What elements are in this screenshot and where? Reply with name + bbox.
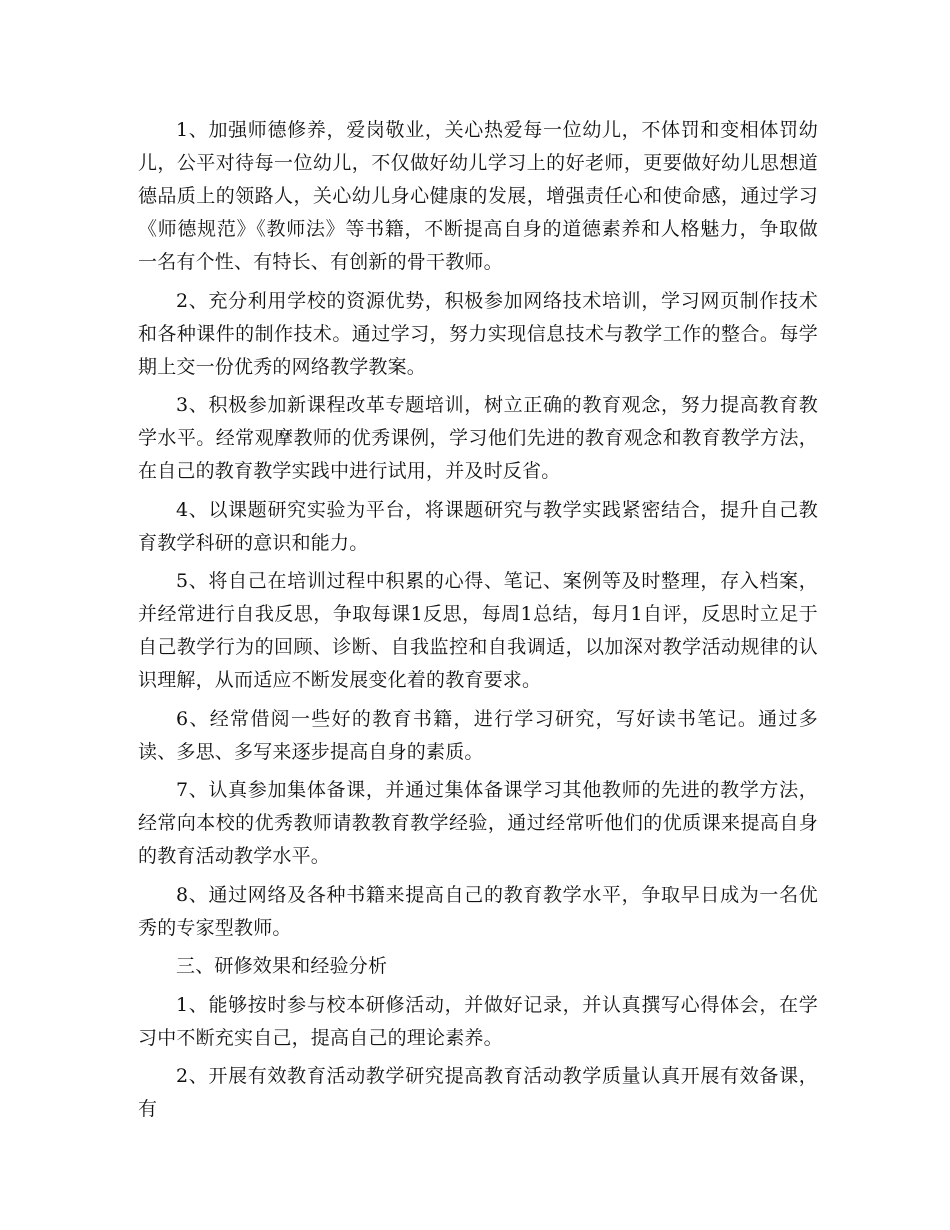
paragraph-8: 8、通过网络及各种书籍来提高自己的教育教学水平，争取早日成为一名优秀的专家型教师。 — [138, 883, 818, 939]
section-paragraph-1: 1、能够按时参与校本研修活动，并做好记录，并认真撰写心得体会，在学习中不断充实自己，提高自己的理论素养。 — [138, 993, 818, 1049]
paragraph-2: 2、充分利用学校的资源优势，积极参加网络技术培训，学习网页制作技术和各种课件的制作技术。通过学习，努力实现信息技术与教学工作的整合。每学期上交一份优秀的网络教学教案。 — [138, 289, 818, 378]
paragraph-7: 7、认真参加集体备课，并通过集体备课学习其他教师的先进的教学方法，经常向本校的优秀教师请教教育教学经验，通过经常听他们的优质课来提高自身的教育活动教学水平。 — [138, 779, 818, 867]
paragraph-3: 3、积极参加新课程改革专题培训，树立正确的教育观念，努力提高教育教学水平。经常观摩教师的优秀课例，学习他们先进的教育观念和教育教学方法，在自己的教育教学实践中进行试用，并及时反省。 — [138, 394, 818, 482]
document-page — [138, 114, 818, 1132]
paragraph-5: 5、将自己在培训过程中积累的心得、笔记、案例等及时整理，存入档案，并经常进行自我反思，争取每课1反思，每周1总结，每月1自评，反思时立足于自己教学行为的回顾、诊断、自我监控和自我调适，以加深对教学活动规律的认识理解，从而适应不断发展变化着的教育要求。 — [138, 570, 818, 691]
paragraph-1: 1、加强师德修养，爱岗敬业，关心热爱每一位幼儿，不体罚和变相体罚幼儿，公平对待每一位幼儿，不仅做好幼儿学习上的好老师，更要做好幼儿思想道德品质上的领路人，关心幼儿身心健康的发展，增强责任心和使命感，通过学习《师德规范》《教师法》等书籍，不断提高自身的道德素养和人格魅力，争取做一名有个性、有特长、有创新的骨干教师。 — [138, 119, 818, 273]
section-paragraph-2: 2、开展有效教育活动教学研究提高教育活动教学质量认真开展有效备课，有 — [138, 1065, 818, 1120]
section-heading: 三、研修效果和经验分析 — [176, 955, 388, 977]
paragraph-4: 4、以课题研究实验为平台，将课题研究与教学实践紧密结合，提升自己教育教学科研的意识和能力。 — [138, 498, 818, 554]
paragraph-6: 6、经常借阅一些好的教育书籍，进行学习研究，写好读书笔记。通过多读、多思、多写来逐步提高自身的素质。 — [138, 707, 818, 763]
